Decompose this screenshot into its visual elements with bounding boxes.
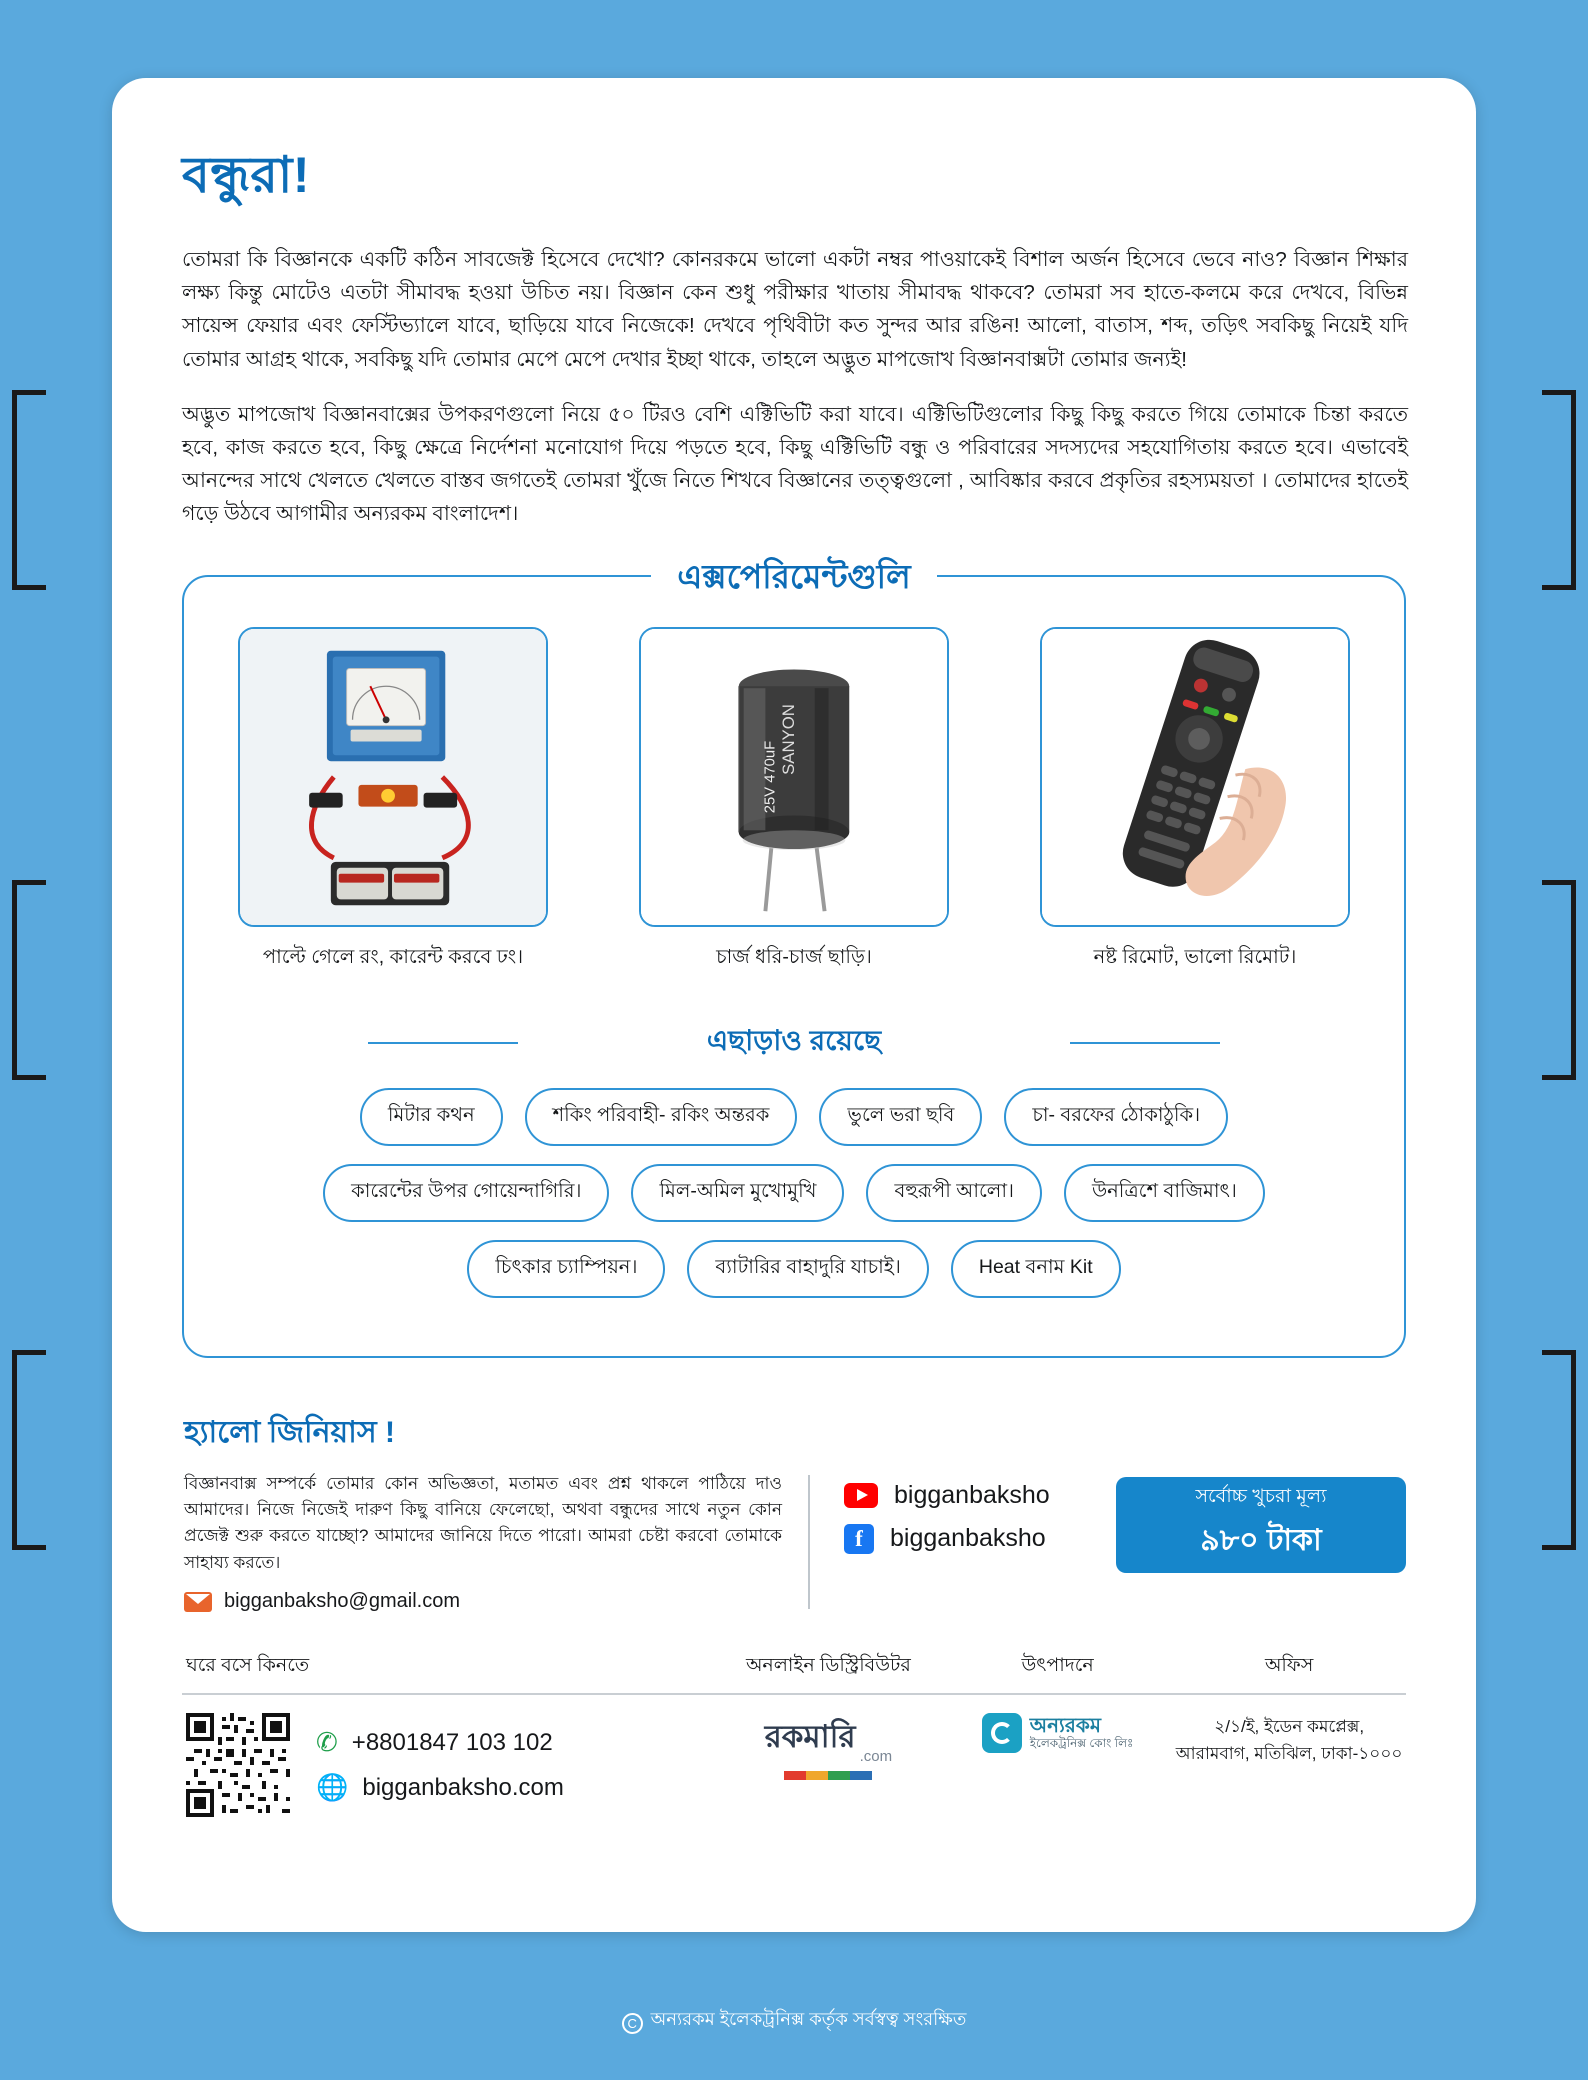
buy-contact-lines [316,1727,564,1803]
office-address-line-2: আরামবাগ, মতিঝিল, ঢাকা-১০০০ [1175,1744,1403,1764]
phone-line[interactable] [316,1727,564,1758]
globe-icon: 🌐 [316,1772,349,1802]
footer-text: অন্যরকম ইলেকট্রনিক্স কর্তৃক সর্বস্বত্ব সংরক্ষিত [650,2009,967,2029]
experiment-caption: নষ্ট রিমোট, ভালো রিমোট। [1093,945,1297,968]
divider [182,1693,714,1695]
capacitor-photo [639,627,949,927]
email-address[interactable]: bigganbaksho@gmail.com [224,1590,460,1612]
rokomari-colorbar [784,1771,872,1780]
manufacturer-name: অন্যরকম [1029,1715,1101,1738]
experiment-pill: উনত্রিশে বাজিমাৎ। [1064,1164,1265,1222]
experiment-pill: ব্যাটারির বাহাদুরি যাচাই। [687,1240,928,1298]
experiments-title-wrap [184,551,1404,607]
bottom-info-strip [182,1651,1406,1817]
contact-description: বিজ্ঞানবাক্স সম্পর্কে তোমার কোন অভিজ্ঞতা, মতামত এবং প্রশ্ন থাকলে পাঠিয়ে দাও আমাদের। নিজে নিজেই দারুণ কিছু বানিয়ে ফেলেছো, অথবা বন্ধুদের সাথে নতুন কোন প্রজেক্ট শুরু করতে যাচ্ছো? আমাদের জানিয়ে দিতে পারো। আমরা চেষ্টা করবো তোমাকে সাহায্য করতে। [184,1473,782,1572]
divider [943,1693,1172,1695]
circuit-meter-photo [238,627,548,927]
experiment-pill: Heat বনাম Kit [951,1240,1121,1298]
distributor-title: অনলাইন ডিস্ট্রিবিউটর [745,1655,911,1676]
experiment-pill: মিটার কথন [360,1088,503,1146]
facebook-icon: f [844,1524,874,1554]
manufacturer-column [943,1651,1172,1817]
phone-icon: ✆ [316,1727,338,1757]
manufacturer-title: উৎপাদনে [1021,1655,1094,1676]
experiment-caption: চার্জ ধরি-চার্জ ছাড়ি। [716,945,872,968]
rokomari-logo [714,1713,943,1765]
youtube-icon [844,1483,878,1508]
pill-row [238,1164,1350,1222]
distributor-name: রকমারি [764,1719,856,1754]
price-label: সর্বোচ্চ খুচরা মূল্য [1195,1486,1327,1508]
pill-row [238,1240,1350,1298]
copyright-icon: C [622,2013,643,2034]
website-line[interactable] [316,1772,564,1803]
buy-column [182,1651,714,1817]
decorative-bracket [12,880,46,1080]
buy-row [182,1713,714,1817]
page-card [112,78,1476,1932]
contact-text-block [182,1471,782,1613]
experiment-card [238,627,548,975]
phone-number: +8801847 103 102 [351,1728,553,1756]
svg-text:25V 470uF: 25V 470uF [762,740,779,813]
intro-paragraph-1: তোমরা কি বিজ্ঞানকে একটি কঠিন সাবজেক্ট হিসেবে দেখো? কোনরকমে ভালো একটা নম্বর পাওয়াকেই বিশাল অর্জন হিসেবে ভেবে নাও? বিজ্ঞান শিক্ষার লক্ষ্য কিন্তু মোটেও এতটা সীমাবদ্ধ হওয়া উচিত নয়। বিজ্ঞান কেন শুধু পরীক্ষার খাতায় সীমাবদ্ধ থাকবে? তোমরা সব হাতে-কলমে করে দেখবে, বিভিন্ন সায়েন্স ফেয়ার এবং ফেস্টিভ্যালে যাবে, ছাড়িয়ে যাবে নিজেকে! দেখবে পৃথিবীটা কত সুন্দর আর রঙিন! আলো, বাতাস, শব্দ, তড়িৎ সবকিছু নিয়েই যদি তোমার আগ্রহ থাকে, সবকিছু যদি তোমার মেপে মেপে দেখার ইচ্ছা থাকে, তাহলে অদ্ভুত মাপজোখ বিজ্ঞানবাক্সটা তোমার জন্যই! [182,248,1408,371]
onnorokom-logo [943,1713,1172,1753]
decorative-bracket [12,390,46,590]
decorative-bracket [12,1350,46,1550]
distributor-column [714,1651,943,1817]
page-title: বন্ধুরা! [182,147,311,203]
decorative-bracket [1542,880,1576,1080]
hello-genius-title: হ্যালো জিনিয়াস ! [184,1415,396,1449]
experiments-title: এক্সপেরিমেন্টগুলি [651,551,936,607]
website-url: bigganbaksho.com [362,1773,564,1801]
more-experiments-title: এছাড়াও রয়েছে [685,1019,903,1066]
remote-in-hand-photo [1040,627,1350,927]
qr-code [186,1713,290,1817]
youtube-link[interactable] [844,1481,1050,1510]
manufacturer-subtitle: ইলেকট্রনিক্স কোং লিঃ [1029,1736,1134,1751]
footer-copyright [0,2005,1588,2036]
facebook-handle: bigganbaksho [890,1524,1046,1553]
social-links [844,1471,1050,1568]
experiment-pill: কারেন্টের উপর গোয়েন্দাগিরি। [323,1164,609,1222]
experiment-pill: বহুরূপী আলো। [866,1164,1041,1222]
onnorokom-mark-icon [982,1713,1022,1753]
buy-title: ঘরে বসে কিনতে [186,1655,310,1676]
price-value: ৯৮০ টাকা [1200,1524,1322,1558]
decorative-bracket [1542,1350,1576,1550]
experiment-caption: পাল্টে গেলে রং, কারেন্ট করবে ঢং। [262,945,524,968]
experiment-pill: চিৎকার চ্যাম্পিয়ন। [467,1240,665,1298]
experiment-card [1040,627,1350,975]
distributor-suffix: .com [859,1748,893,1765]
office-address-line-1: ২/১/ই, ইডেন কমপ্লেক্স, [1214,1717,1365,1736]
experiment-pill: মিল-অমিল মুখোমুখি [631,1164,844,1222]
contact-section [182,1471,1406,1613]
svg-text:SANYON: SANYON [779,703,798,775]
more-experiments-list [218,1074,1370,1322]
experiments-panel [182,557,1406,1358]
divider [1172,1693,1406,1695]
decorative-bracket [1542,390,1576,590]
experiment-pill: চা- বরফের ঠোকাঠুকি। [1004,1088,1228,1146]
email-line [184,1590,782,1613]
experiment-pill: ভুলে ভরা ছবি [819,1088,982,1146]
pill-row [238,1088,1350,1146]
intro-paragraph-2: অদ্ভুত মাপজোখ বিজ্ঞানবাক্সের উপকরণগুলো নিয়ে ৫০ টিরও বেশি এক্টিভিটি করা যাবে। এক্টিভিটিগুলোর কিছু কিছু করতে গিয়ে তোমাকে চিন্তা করতে হবে, কাজ করতে হবে, কিছু ক্ষেত্রে নির্দেশনা মনোযোগ দিয়ে পড়তে হবে, কিছু এক্টিভিটি বন্ধু ও পরিবারের সদস্যদের সহযোগিতায় করতে হবে। এভাবেই আনন্দের সাথে খেলতে খেলতে বাস্তব জগতেই তোমরা খুঁজে নিতে শিখবে বিজ্ঞানের তত্ত্বগুলো , আবিষ্কার করবে প্রকৃতির রহস্যময়তা । তোমাদের হাতেই গড়ে উঠবে আগামীর অন্যরকম বাংলাদেশ। [182,402,1409,526]
office-column [1172,1651,1406,1817]
more-experiments-title-wrap [218,1019,1370,1066]
experiment-card-list [218,621,1370,975]
facebook-link[interactable] [844,1524,1050,1554]
office-title: অফিস [1264,1655,1314,1676]
divider [714,1693,943,1695]
price-badge [1116,1477,1406,1573]
experiment-card [639,627,949,975]
experiment-pill: শকিং পরিবাহী- রকিং অন্তরক [525,1088,798,1146]
mail-icon [184,1592,212,1612]
vertical-divider [808,1475,810,1609]
youtube-handle: bigganbaksho [894,1480,1050,1509]
